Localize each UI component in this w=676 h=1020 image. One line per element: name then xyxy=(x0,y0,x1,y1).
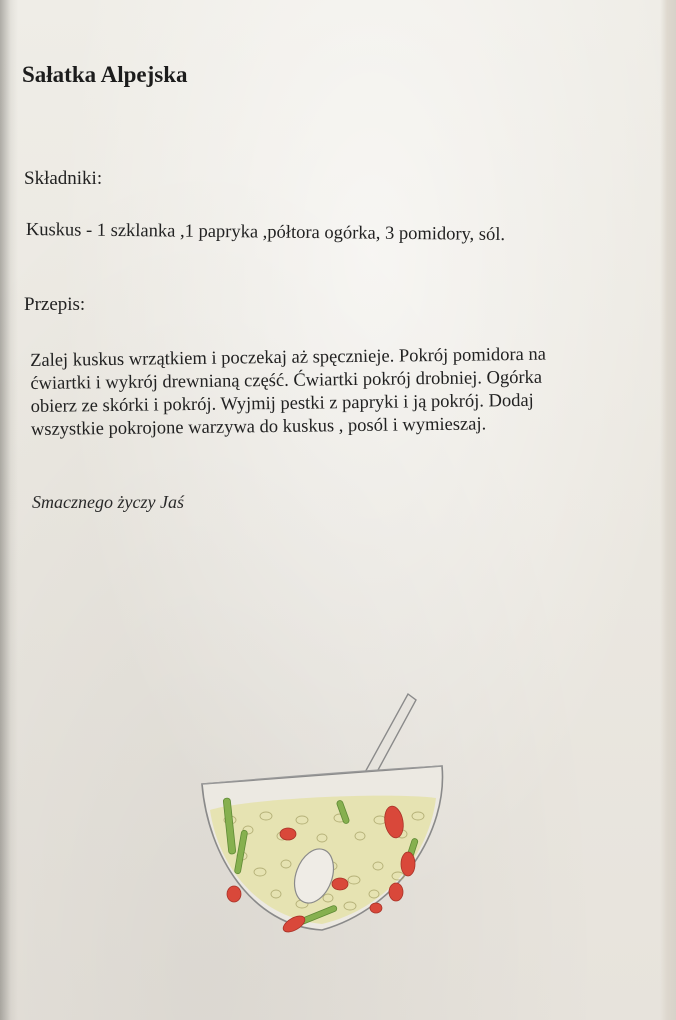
recipe-heading: Przepis: xyxy=(24,294,86,315)
signature: Smacznego życzy Jaś xyxy=(32,492,184,512)
salad-bowl-drawing xyxy=(190,680,460,960)
recipe-title: Sałatka Alpejska xyxy=(22,62,188,87)
recipe-line: Zalej kuskus wrzątkiem i poczekaj aż spęcznieje. Pokrój pomidora na xyxy=(30,344,546,371)
ingredients-text: Kuskus - 1 szklanka ,1 papryka ,półtora ogórka, 3 pomidory, sól. xyxy=(25,220,506,246)
ingredients-heading: Składniki: xyxy=(24,168,103,189)
recipe-instructions xyxy=(30,343,631,442)
recipe-line: obierz ze skórki i pokrój. Wyjmij pestki z papryki i ją pokrój. Dodaj xyxy=(30,390,534,417)
page-edge xyxy=(660,0,676,1020)
recipe-line: wszystkie pokrojone warzywa do kuskus , posól i wymieszaj. xyxy=(30,414,487,440)
recipe-line: ćwiartki i wykrój drewnianą część. Ćwiartki pokrój drobniej. Ogórka xyxy=(30,367,543,394)
binding-shadow xyxy=(0,0,18,1020)
